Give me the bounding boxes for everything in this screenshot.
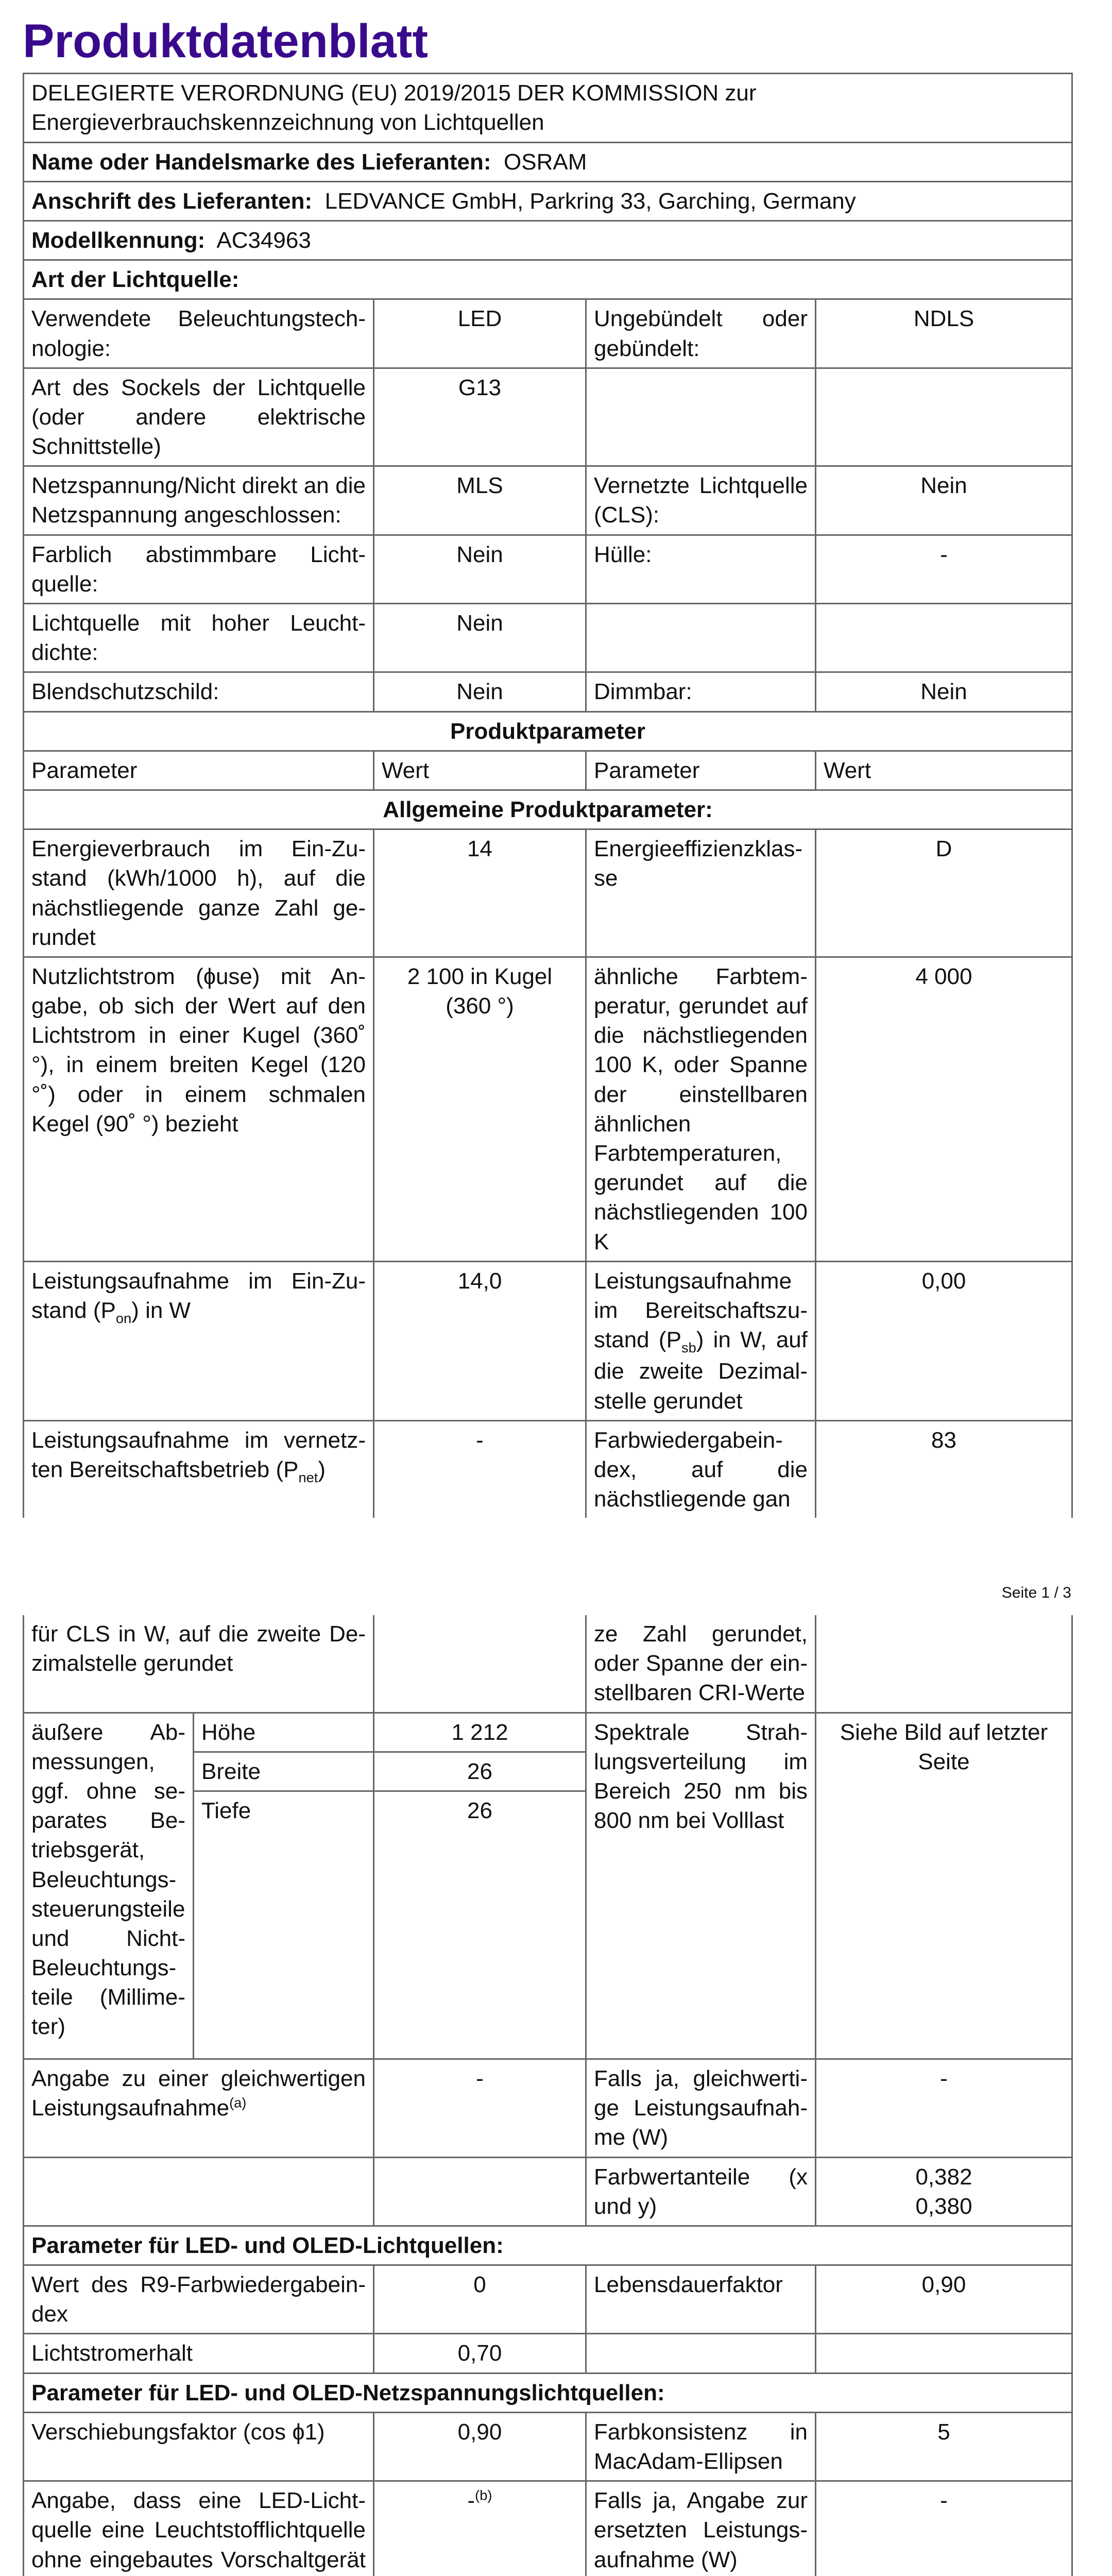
table-row: Angabe, dass eine LED-Lichtquelle eine Leuchtstofflichtquelle ohne eingebautes Vorschaltgerät -$^{(b)}$ Falls ja, Angabe zur ersetzten Leistungsaufnahme (W) -: [24, 2481, 1072, 2576]
table-row: Farbwertanteile (x und y) 0,382 0,380: [24, 2157, 1072, 2226]
supplier-address-row: Anschrift des Lieferanten: LEDVANCE GmbH, Parkring 33, Garching, Germany: [24, 181, 1072, 221]
datasheet-table-2: [23, 1615, 1073, 2576]
table-row: für CLS in W, auf die zweite Dezimalstelle gerundet ze Zahl gerundet, oder Spanne der einstellbaren CRI-Werte: [24, 1615, 1072, 1713]
section-general-params: Allgemeine Produktparameter:: [24, 790, 1072, 829]
table-row: Leistungsaufnahme im Ein-Zustand $(P_{on})$ in W 14,0 Leistungsaufnahme im Bereitschaftszustand $(P_{sb})$ in W, auf die zweite Dezimalstelle gerundet 0,00: [24, 1261, 1072, 1420]
table-row: Angabe zu einer gleichwertigen Leistungsaufnahme$^{(a)}$ - Falls ja, gleichwertige Leistungsaufnahme (W) -: [24, 2059, 1072, 2157]
datasheet-table-1: [23, 73, 1073, 1518]
table-row: Lichtstromerhalt 0,70: [24, 2334, 1072, 2373]
table-row: Art des Sockels der Lichtquelle (oder andere elektrische Schnittstelle) G13: [24, 368, 1072, 466]
section-led-params: Parameter für LED- und OLED-Lichtquellen:: [24, 2226, 1072, 2265]
table-row: Wert des R9-Farbwiedergabeindex 0 Lebensdauerfaktor 0,90: [24, 2265, 1072, 2334]
regulation-text: DELEGIERTE VERORDNUNG (EU) 2019/2015 DER KOMMISSION zur Energieverbrauchskennzeichnung von Lichtquellen: [24, 74, 1072, 142]
table-row: Verschiebungsfaktor (cos ɸ1) 0,90 Farbkonsistenz in MacAdam-Ellipsen 5: [24, 2412, 1072, 2481]
table-row: Nutzlichtstrom (ɸuse) mit Angabe, ob sich der Wert auf den Lichtstrom in einer Kugel (360˚ °), in einem breiten Kegel (120 °˚) oder in einem schmalen Kegel (90˚ °) bezieht 2 100 in Kugel (360 °) ähnliche Farbtemperatur, gerundet auf die nächstliegenden 100 K, oder Spanne der einstellbaren ähnlichen Farbtemperaturen, gerundet auf die nächstliegenden 100 K 4 000: [24, 957, 1072, 1261]
table-row: Energieverbrauch im Ein-Zustand (kWh/1000 h), auf die nächstliegende ganze Zahl gerundet 14 Energieeffizienzklasse D: [24, 829, 1072, 957]
table-header-row: Parameter Wert Parameter Wert: [24, 751, 1072, 790]
table-row: Leistungsaufnahme im vernetzten Bereitschaftsbetrieb $(P_{net})$ - Farbwiedergabeindex, auf die nächstliegende gan 83: [24, 1420, 1072, 1518]
datasheet-page-1: [23, 15, 1071, 1518]
table-row: Blendschutzschild: Nein Dimmbar: Nein: [24, 672, 1072, 711]
dimensions-row: Tiefe 26: [24, 1791, 1072, 2059]
datasheet-page-2: [23, 1615, 1071, 2576]
model-row: Modellkennung: AC34963: [24, 221, 1072, 260]
page-title: Produktdatenblatt: [23, 15, 429, 67]
dimensions-row: äußere Abmessungen, ggf. ohne separates Betriebsgerät, Beleuchtungssteuerungsteile und Nicht-Beleuchtungsteile (Millimeter) Höhe 1 212 Spektrale Strahlungsverteilung im Bereich 250 nm bis 800 nm bei Volllast Siehe Bild auf letzter Seite: [24, 1713, 1072, 1752]
table-row: Farblich abstimmbare Lichtquelle: Nein Hülle: -: [24, 535, 1072, 603]
section-mains-params: Parameter für LED- und OLED-Netzspannungslichtquellen:: [24, 2373, 1072, 2412]
page-number: Seite 1 / 3: [1001, 1584, 1071, 1601]
table-row: Verwendete Beleuchtungstechnologie: LED Ungebündelt oder gebündelt: NDLS: [24, 299, 1072, 368]
table-row: Lichtquelle mit hoher Leuchtdichte: Nein: [24, 604, 1072, 672]
section-light-source-type: Art der Lichtquelle:: [24, 260, 1072, 299]
section-product-params: Produktparameter: [24, 711, 1072, 751]
table-row: Netzspannung/Nicht direkt an die Netzspannung angeschlossen: MLS Vernetzte Lichtquelle (CLS): Nein: [24, 466, 1072, 535]
dimensions-row: Breite 26: [24, 1752, 1072, 1791]
supplier-name-row: Name oder Handelsmarke des Lieferanten: OSRAM: [24, 142, 1072, 181]
